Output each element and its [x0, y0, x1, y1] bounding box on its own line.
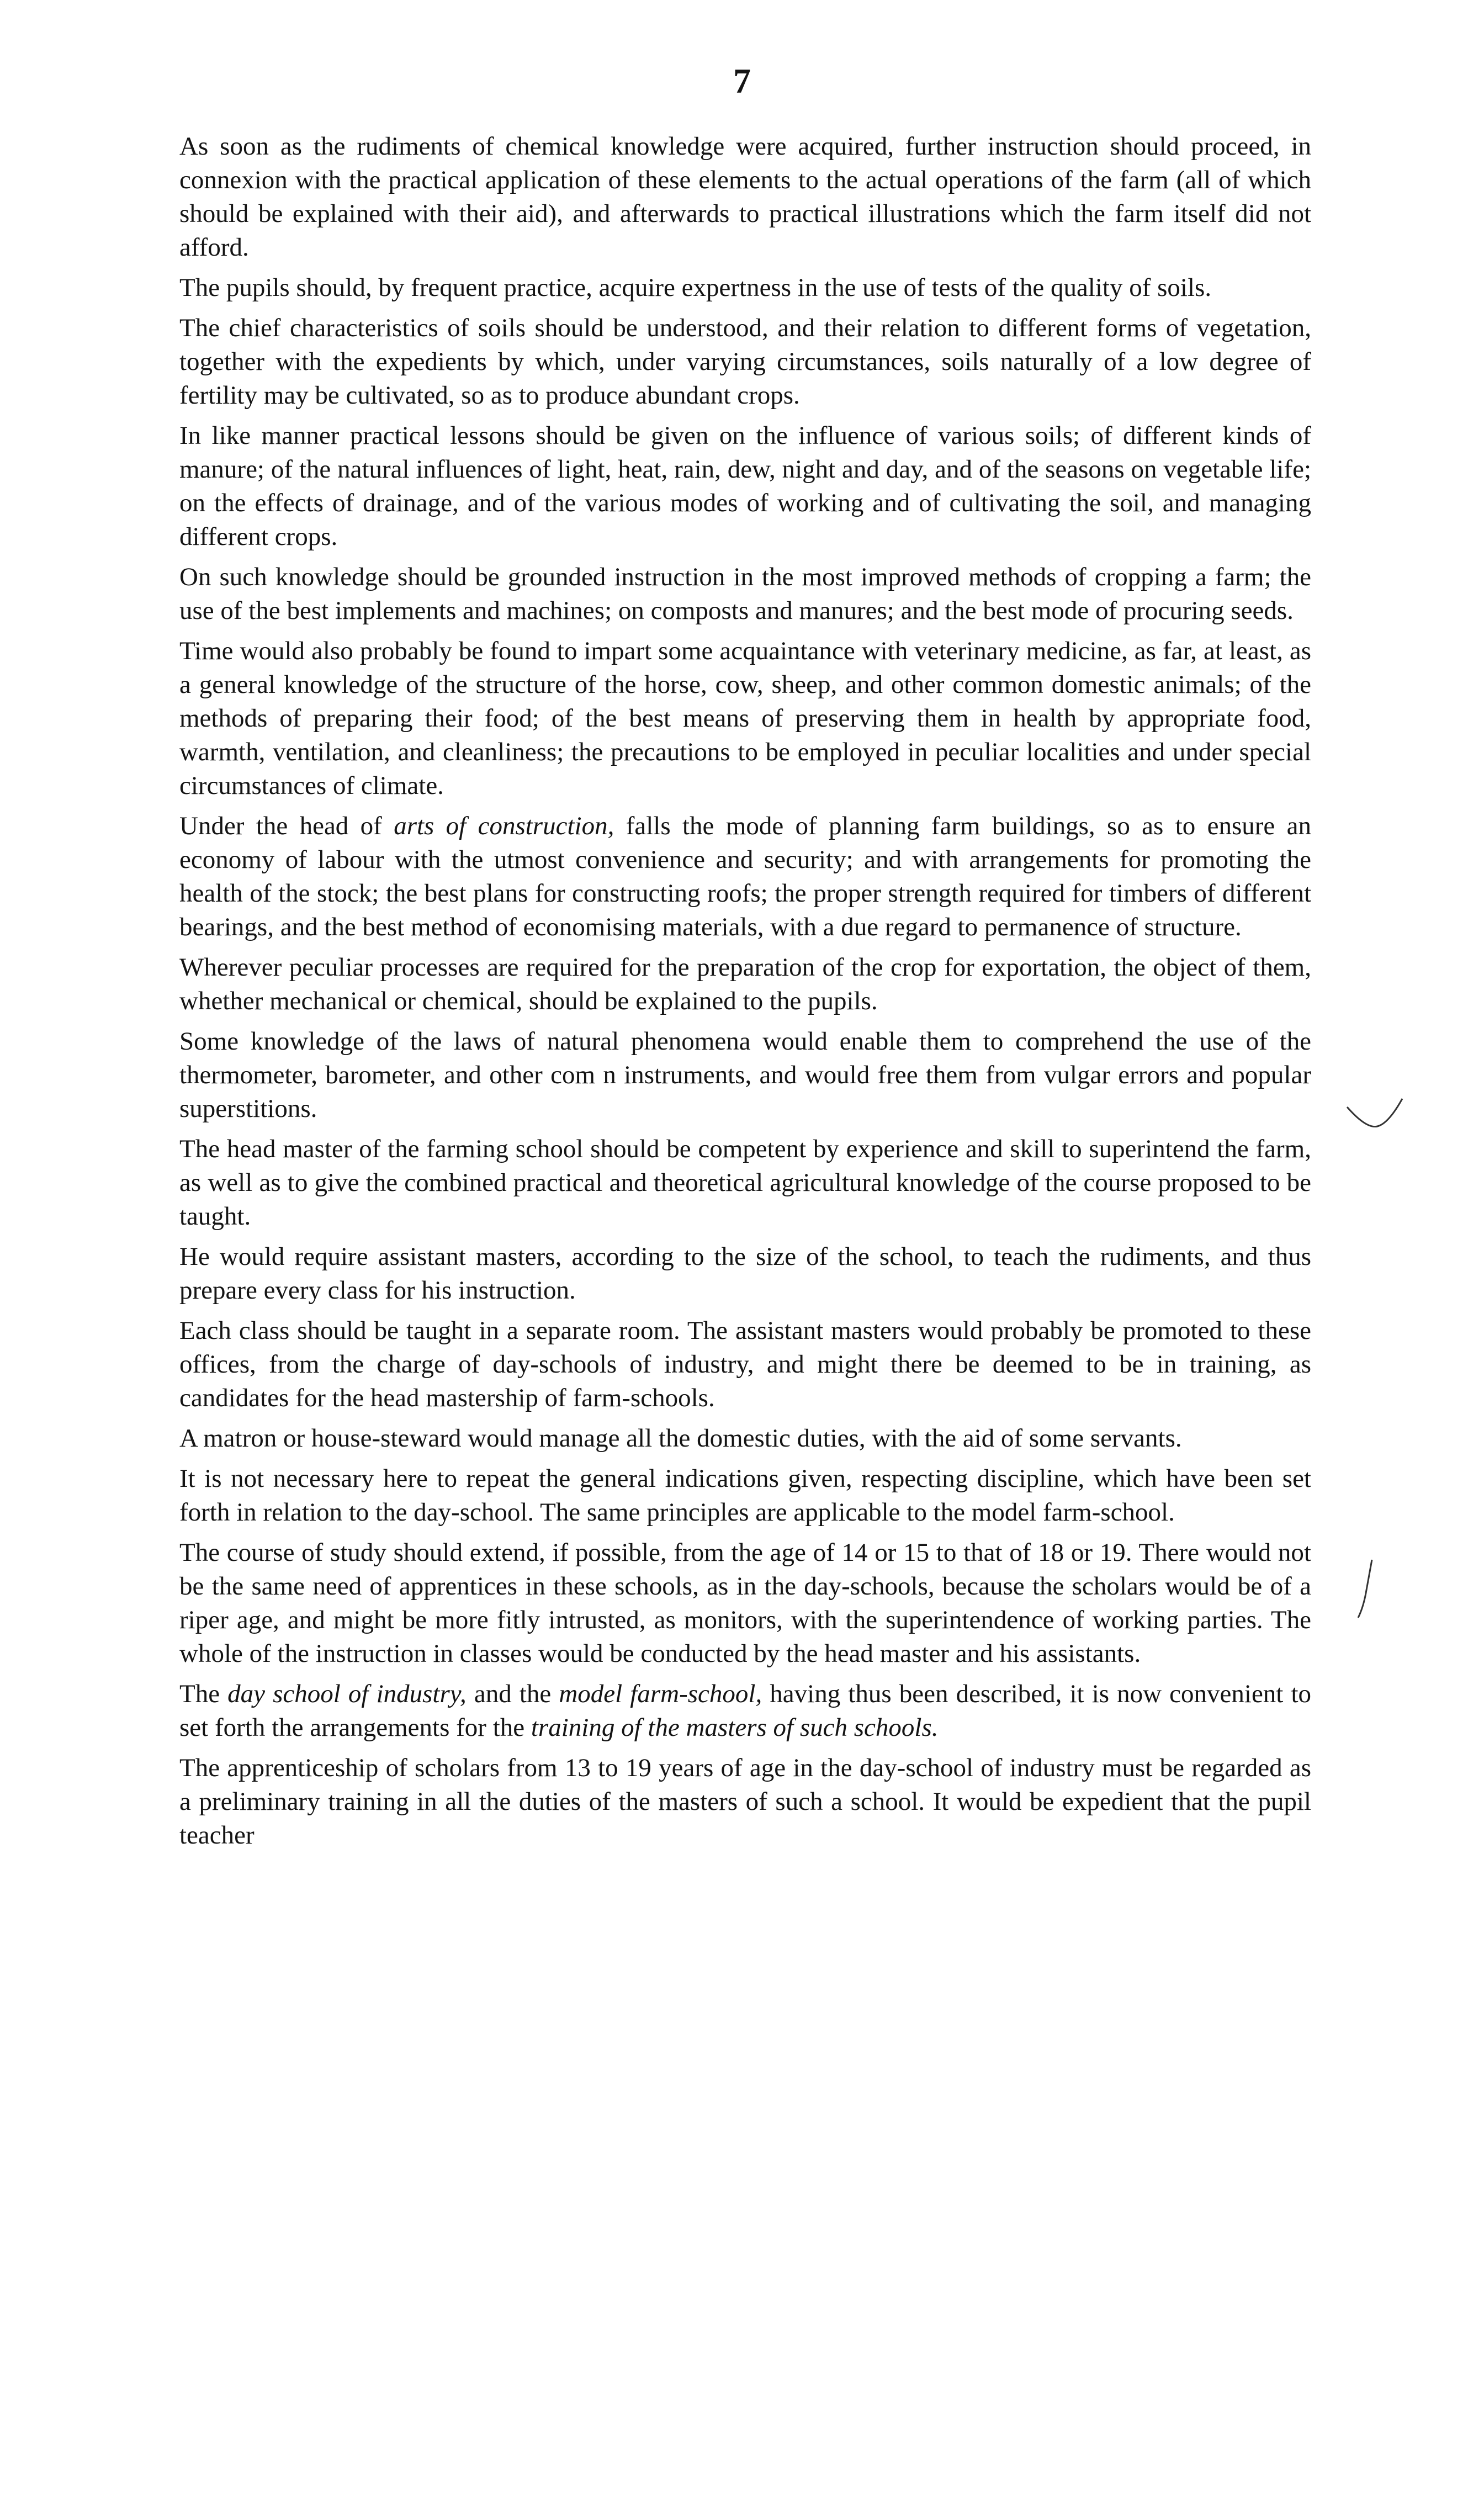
text-run: having thus been described, it is now convenient to set forth the arrangements for the	[179, 1680, 1312, 1742]
paragraph-crop-exportation: Wherever peculiar processes are required for the preparation of the crop for exportation, the object of them, whether mechanical or chemical, should be explained to the pupils.	[179, 953, 1311, 1015]
page-number: 7	[733, 61, 751, 100]
paragraph-apprenticeship: The apprenticeship of scholars from 13 to 19 years of age in the day-school of industry must be regarded as a preliminary training in all the duties of the masters of such a school. It would be expedient that the pupil teacher	[179, 1754, 1311, 1850]
paragraph-matron: A matron or house-steward would manage all the domestic duties, with the aid of some servants.	[179, 1424, 1182, 1453]
pen-stroke	[1347, 1099, 1402, 1127]
paragraph-cropping-instruction: On such knowledge should be grounded instruction in the most improved methods of cropping a farm; the use of the best implements and machines; on composts and manures; and the best mode of procuring seeds.	[179, 563, 1311, 625]
paragraph-assistant-masters: He would require assistant masters, according to the size of the school, to teach the rudiments, and thus prepare every class for his instruction.	[179, 1242, 1311, 1305]
paragraph-soil-tests: The pupils should, by frequent practice, acquire expertness in the use of tests of the quality of soils.	[179, 273, 1212, 302]
paragraph-course-of-study: The course of study should extend, if possible, from the age of 14 or 15 to that of 18 or 19. There would not be the same need of apprentices in these schools, as in the day-schools, because the scholars would be of a riper age, and might be more fitly intrusted, as monitors, with the superintendence of working parties. The whole of the instruction in classes would be conducted by the head master and his assistants.	[179, 1538, 1311, 1668]
text-run: and the	[466, 1680, 559, 1708]
paragraph-separate-rooms: Each class should be taught in a separate room. The assistant masters would probably be promoted to these offices, from the charge of day-schools of industry, and might there be deemed to be in training, as candidates for the head mastership of farm-schools.	[179, 1316, 1311, 1412]
italic-run: model farm-school,	[559, 1680, 762, 1708]
text-run: Under the head of	[179, 812, 394, 840]
margin-pen-mark	[1355, 1557, 1377, 1623]
pen-stroke	[1358, 1560, 1372, 1618]
italic-run: day school of industry,	[227, 1680, 467, 1708]
paragraph-natural-phenomena: Some knowledge of the laws of natural phenomena would enable them to comprehend the use of the thermometer, barometer, and other com n instruments, and would free them from vulgar errors and popular superstitions.	[179, 1027, 1311, 1123]
paragraph-head-master: The head master of the farming school should be competent by experience and skill to superintend the farm, as well as to give the combined practical and theoretical agricultural knowledge of the course proposed to be taught.	[179, 1135, 1311, 1231]
text-run: falls the mode of planning farm buildings, so as to ensure an economy of labour with the utmost convenience and security; and with arrangements for promoting the health of the stock; the best plans for constructing roofs; the proper strength required for timbers of different bearings, and the best method of economising materials, with a due regard to permanence of structure.	[179, 812, 1311, 941]
paragraph-practical-lessons: In like manner practical lessons should be given on the influence of various soils; of different kinds of manure; of the natural influences of light, heat, rain, dew, night and day, and of the seasons on vegetable life; on the effects of drainage, and of the various modes of working and of cultivating the soil, and managing different crops.	[179, 421, 1311, 551]
italic-run: arts of construction,	[394, 812, 614, 840]
paragraph-discipline: It is not necessary here to repeat the general indications given, respecting discipline, which have been set forth in relation to the day-school. The same principles are applicable to the model farm-school.	[179, 1464, 1311, 1527]
margin-pen-mark	[1344, 1096, 1405, 1151]
paragraph-training-of-masters	[179, 1677, 1311, 1745]
italic-run: training of the masters of such schools.	[531, 1713, 939, 1742]
paragraph-arts-of-construction	[179, 809, 1311, 944]
text-run: The	[179, 1680, 228, 1708]
paragraph-chemical-knowledge: As soon as the rudiments of chemical knowledge were acquired, further instruction should proceed, in connexion with the practical application of these elements to the actual operations of the farm (all of which should be explained with their aid), and afterwards to practical illustrations which the farm itself did not afford.	[179, 132, 1311, 262]
text-column	[179, 130, 1311, 1859]
paragraph-veterinary-medicine: Time would also probably be found to impart some acquaintance with veterinary medicine, as far, at least, as a general knowledge of the structure of the horse, cow, sheep, and other common domestic animals; of the methods of preparing their food; of the best means of preserving them in health by appropriate food, warmth, ventilation, and cleanliness; the precautions to be employed in peculiar localities and under special circumstances of climate.	[179, 637, 1311, 800]
paragraph-soil-characteristics: The chief characteristics of soils should be understood, and their relation to different forms of vegetation, together with the expedients by which, under varying circumstances, soils naturally of a low degree of fertility may be cultivated, so as to produce abundant crops.	[179, 314, 1311, 410]
